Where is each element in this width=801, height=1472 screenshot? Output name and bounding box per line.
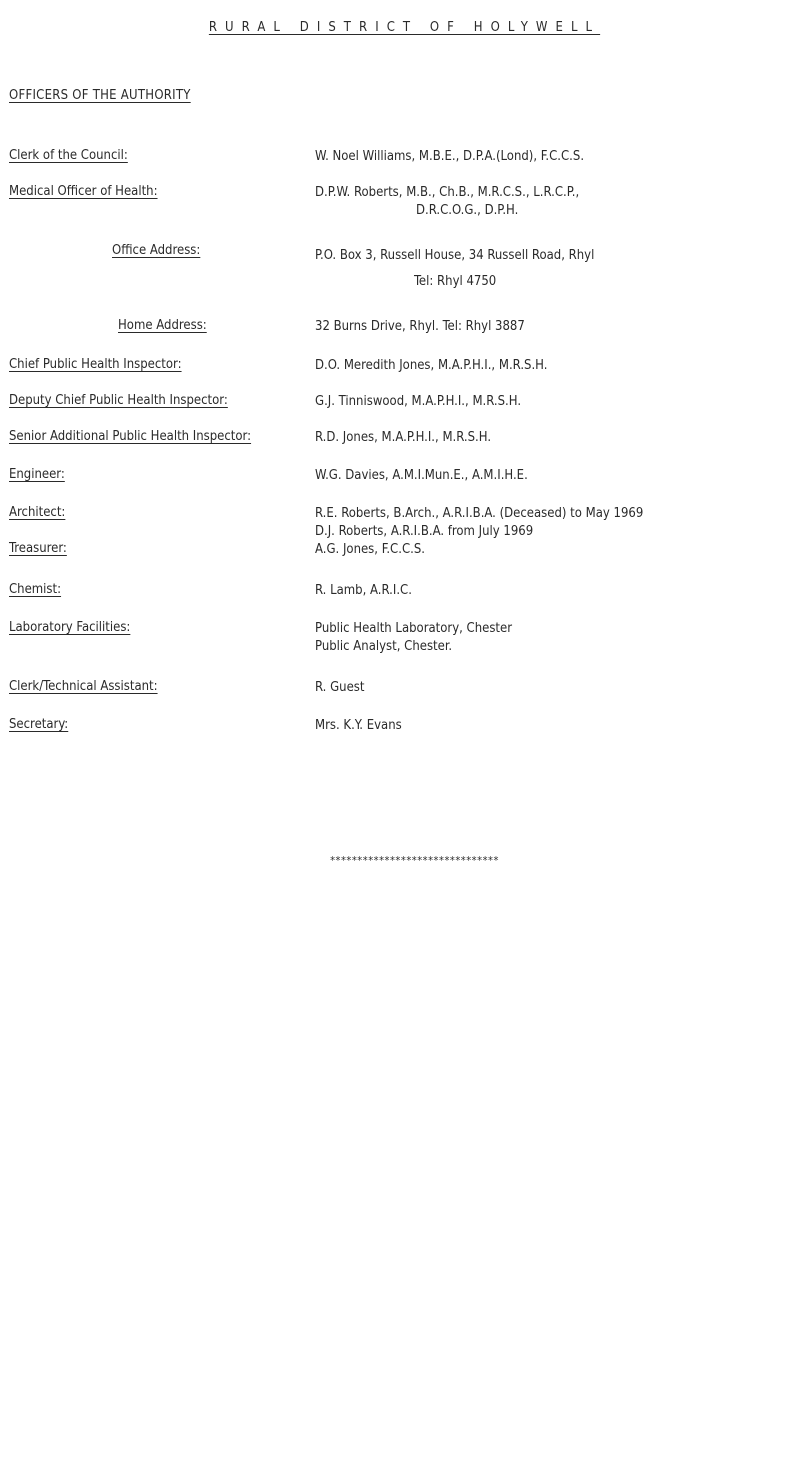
value-line: D.J. Roberts, A.R.I.B.A. from July 1969 xyxy=(315,524,534,539)
label-secretary: Secretary: xyxy=(9,717,69,732)
label-engineer: Engineer: xyxy=(9,467,65,482)
value-chief-phi xyxy=(315,357,547,375)
label-chemist: Chemist: xyxy=(9,582,62,597)
value-medical-officer xyxy=(315,184,579,220)
value-line: Mrs. K.Y. Evans xyxy=(315,718,402,733)
value-line: P.O. Box 3, Russell House, 34 Russell Road, Rhyl xyxy=(315,248,595,263)
label-deputy-chief-phi: Deputy Chief Public Health Inspector: xyxy=(9,393,228,408)
value-senior-phi xyxy=(315,429,491,447)
value-line: Public Analyst, Chester. xyxy=(315,639,453,654)
value-clerk xyxy=(315,148,584,166)
asterisk-divider: ******************************* xyxy=(330,854,499,867)
value-line: D.O. Meredith Jones, M.A.P.H.I., M.R.S.H. xyxy=(315,358,548,373)
label-senior-phi: Senior Additional Public Health Inspector: xyxy=(9,429,252,444)
page-title: RURAL DISTRICT OF HOLYWELL xyxy=(208,20,601,35)
value-line: D.P.W. Roberts, M.B., Ch.B., M.R.C.S., L.R.C.P., xyxy=(315,185,580,200)
value-architect xyxy=(315,505,643,541)
label-clerk-technical: Clerk/Technical Assistant: xyxy=(9,679,158,694)
value-deputy-chief-phi xyxy=(315,393,521,411)
value-engineer xyxy=(315,467,528,485)
value-line: Public Health Laboratory, Chester xyxy=(315,621,513,636)
value-chemist xyxy=(315,582,412,600)
value-line: R.E. Roberts, B.Arch., A.R.I.B.A. (Deceased) to May 1969 xyxy=(315,506,644,521)
label-treasurer: Treasurer: xyxy=(9,541,67,556)
value-treasurer xyxy=(315,541,425,559)
label-clerk: Clerk of the Council: xyxy=(9,148,128,163)
value-home-address xyxy=(315,318,525,336)
value-line: A.G. Jones, F.C.C.S. xyxy=(315,542,425,557)
label-laboratory: Laboratory Facilities: xyxy=(9,620,131,635)
label-architect: Architect: xyxy=(9,505,66,520)
value-line: D.R.C.O.G., D.P.H. xyxy=(416,203,519,218)
value-line: Tel: Rhyl 4750 xyxy=(414,274,497,289)
value-line: R.D. Jones, M.A.P.H.I., M.R.S.H. xyxy=(315,430,492,445)
label-home-address: Home Address: xyxy=(118,318,207,333)
label-office-address: Office Address: xyxy=(112,243,201,258)
value-line: G.J. Tinniswood, M.A.P.H.I., M.R.S.H. xyxy=(315,394,522,409)
value-line: R. Guest xyxy=(315,680,365,695)
value-clerk-technical xyxy=(315,679,364,697)
value-office-address xyxy=(315,243,594,295)
section-heading: OFFICERS OF THE AUTHORITY xyxy=(9,88,191,103)
value-line: W.G. Davies, A.M.I.Mun.E., A.M.I.H.E. xyxy=(315,468,528,483)
value-line: W. Noel Williams, M.B.E., D.P.A.(Lond), F.C.C.S. xyxy=(315,149,585,164)
value-line: 32 Burns Drive, Rhyl. Tel: Rhyl 3887 xyxy=(315,319,525,334)
value-line: R. Lamb, A.R.I.C. xyxy=(315,583,412,598)
value-laboratory xyxy=(315,620,512,656)
value-secretary xyxy=(315,717,402,735)
label-medical-officer: Medical Officer of Health: xyxy=(9,184,158,199)
label-chief-phi: Chief Public Health Inspector: xyxy=(9,357,182,372)
